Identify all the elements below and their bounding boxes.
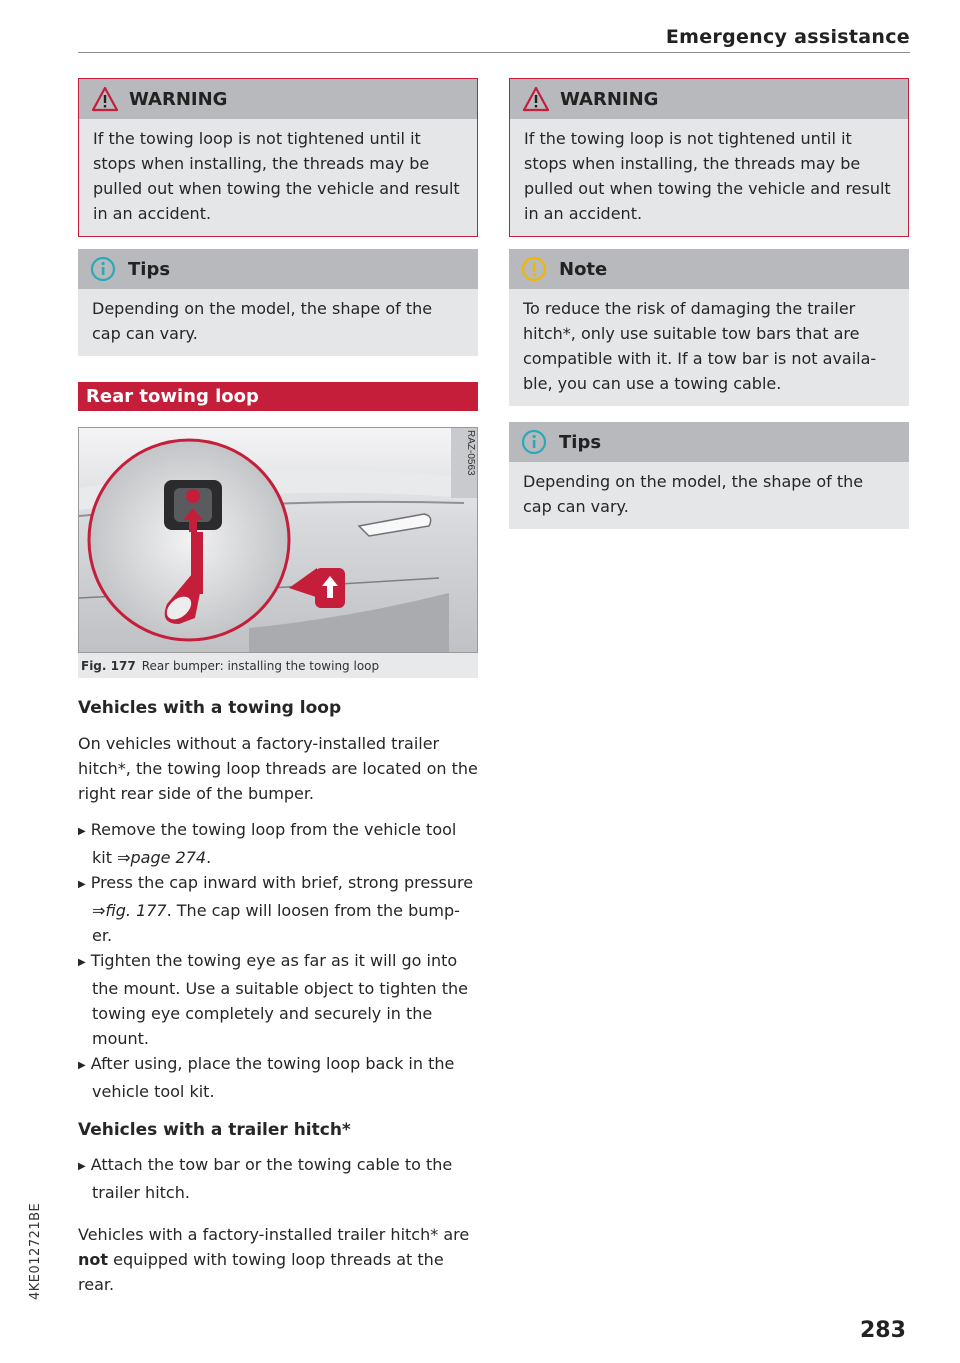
page-reference-link[interactable]: ⇒page 274 [117,848,207,867]
rear-bumper-illustration [79,428,477,652]
info-icon [521,429,549,455]
warning-title: WARNING [129,88,228,110]
towing-loop-steps [78,817,478,1104]
figure-caption-text: Rear bumper: installing the towing loop [141,658,380,673]
paragraph-towing-loop: On vehicles without a factory-installed trailer hitch*, the towing loop threads are located on the right rear side of the bumper. [78,734,478,803]
figure-177 [78,427,478,678]
document-code: 4KE012721BE [28,1202,43,1300]
section-title: Rear towing loop [78,382,478,411]
warning-box [78,78,478,237]
figure-caption [78,653,478,678]
warning-title: WARNING [560,88,659,110]
tips-text: Depending on the model, the shape of the cap can vary. [509,462,909,529]
list-item: ▶ Attach the tow bar or the towing cable to the trailer hitch. [78,1152,478,1205]
page-number: 283 [860,1318,906,1343]
warning-box [509,78,909,237]
list-item: ▶ Remove the towing loop from the vehicle tool kit ⇒page 274. [78,817,478,870]
tips-text: Depending on the model, the shape of the cap can vary. [78,289,478,356]
figure-code: RAZ-0563 [465,430,476,476]
emphasis-not: not [78,1250,109,1269]
list-item: ▶ After using, place the towing loop back in the vehicle tool kit. [78,1051,478,1104]
warning-text: If the towing loop is not tightened until it stops when installing, the threads may be pulled out when towing the vehicle and result in an accident. [79,119,477,236]
heading-towing-loop: Vehicles with a towing loop [78,698,342,718]
note-header [509,249,909,289]
list-item: ▶ Press the cap inward with brief, strong pressure ⇒fig. 177. The cap will loosen from the bump-er. [78,870,478,948]
tips-box [78,249,478,356]
warning-text: If the towing loop is not tightened until it stops when installing, the threads may be pulled out when towing the vehicle and result in an accident. [510,119,908,236]
running-header [78,26,910,53]
warning-triangle-icon [91,86,119,112]
note-title: Note [559,258,608,280]
note-box [509,249,909,406]
right-column [509,78,909,529]
note-text: To reduce the risk of damaging the trailer hitch*, only use suitable tow bars that are compatible with it. If a tow bar is not availa-ble, you can use a towing cable. [509,289,909,406]
warning-header [79,79,477,119]
figure-image [78,427,478,653]
list-item: ▶ Tighten the towing eye as far as it will go into the mount. Use a suitable object to tighten the towing eye completely and securely in the mount. [78,948,478,1051]
info-icon [90,256,118,282]
note-exclamation-icon [521,256,549,282]
tips-header [509,422,909,462]
tips-title: Tips [128,258,171,280]
figure-caption-label: Fig. 177 [81,658,136,673]
tips-title: Tips [559,431,602,453]
header-title: Emergency assistance [665,26,910,48]
warning-triangle-icon [522,86,550,112]
trailer-hitch-steps [78,1152,478,1205]
heading-trailer-hitch: Vehicles with a trailer hitch* [78,1120,351,1140]
tips-box [509,422,909,529]
tips-header [78,249,478,289]
figure-reference-link[interactable]: ⇒fig. 177 [92,901,167,920]
paragraph-trailer-hitch: Vehicles with a factory-installed trailer hitch* are not equipped with towing loop threads at the rear. [78,1225,470,1294]
warning-header [510,79,908,119]
left-column [78,78,478,1297]
